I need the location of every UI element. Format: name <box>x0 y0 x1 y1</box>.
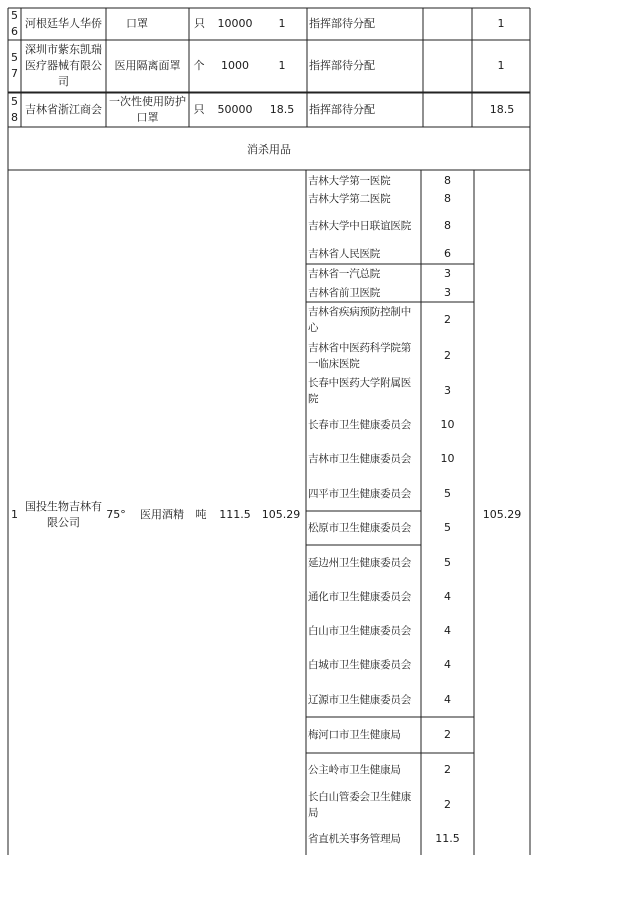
recipient-name: 省直机关事务管理局 <box>308 832 401 845</box>
recipient-qty: 4 <box>444 590 451 603</box>
recipient-name: 吉林大学第一医院 <box>308 175 391 187</box>
unit-cell: 吨 <box>195 508 207 521</box>
recipient-qty: 10 <box>440 452 455 465</box>
total-cell: 1 <box>497 17 505 30</box>
donor-cell: 河根廷华人华侨 <box>25 17 102 30</box>
recipient-name: 吉林大学第二医院 <box>308 193 391 205</box>
recipient-name: 长春中医药大学附属医院 <box>308 377 411 405</box>
recipient-name: 辽源市卫生健康委员会 <box>308 693 411 706</box>
seq-cell: 5 6 <box>11 9 18 38</box>
recipient-qty: 2 <box>444 797 451 811</box>
seq-cell: 1 <box>11 508 18 521</box>
note-cell: 指挥部待分配 <box>309 103 375 116</box>
quantity-cell: 50000 <box>217 103 253 116</box>
recipient-qty: 6 <box>444 247 451 260</box>
item-cell: 医用隔离面罩 <box>114 59 181 72</box>
item-cell <box>106 8 205 40</box>
recipient-qty: 4 <box>444 658 451 671</box>
recipient-qty: 2 <box>444 763 451 776</box>
quantity-cell: 111.5 <box>219 508 251 521</box>
recipient-name: 吉林大学中日联谊医院 <box>308 220 411 232</box>
recipient-qty: 3 <box>444 285 451 299</box>
recipient-name: 吉林省一汽总院 <box>308 267 381 280</box>
recipient-name: 吉林省疾病预防控制中心 <box>308 306 411 334</box>
recipient-name: 吉林市卫生健康委员会 <box>308 453 411 465</box>
donor-cell: 深圳市紫东凯瑞医疗器械有限公司 <box>25 43 102 88</box>
seq-cell: 5 7 <box>11 51 18 80</box>
recipient-name: 吉林省中医药科学院第一临床医院 <box>308 342 411 370</box>
section-title: 消杀用品 <box>247 143 291 156</box>
donor-cell: 吉林省浙江商会 <box>25 103 102 116</box>
note-cell: 指挥部待分配 <box>309 17 375 30</box>
item-cell: 一次性使用防护口罩 <box>109 95 186 124</box>
recipient-qty: 5 <box>444 486 451 500</box>
recipient-name: 梅河口市卫生健康局 <box>308 729 401 741</box>
total-cell: 105.29 <box>482 508 522 521</box>
recipient-name: 长春市卫生健康委员会 <box>308 419 411 431</box>
recipient-qty: 2 <box>444 349 451 362</box>
recipient-name: 松原市卫生健康委员会 <box>308 522 411 534</box>
recipient-qty: 3 <box>444 384 451 397</box>
unit-cell: 只 <box>193 103 205 116</box>
recipient-name: 延边州卫生健康委员会 <box>308 556 411 569</box>
recipient-qty: 4 <box>444 692 451 706</box>
amount-cell: 1 <box>278 17 286 30</box>
item-text: 口罩 <box>126 17 148 30</box>
quantity-cell: 10000 <box>217 17 253 30</box>
recipient-qty: 8 <box>444 174 451 187</box>
recipient-qty: 5 <box>444 555 451 569</box>
recipient-name: 白城市卫生健康委员会 <box>308 659 411 671</box>
recipient-qty: 11.5 <box>435 831 460 845</box>
total-cell: 1 <box>497 59 505 72</box>
recipient-name: 四平市卫生健康委员会 <box>308 487 411 500</box>
recipient-qty: 5 <box>444 521 451 534</box>
recipient-name: 长白山管委会卫生健康局 <box>308 790 411 819</box>
item-cell: 医用酒精 <box>140 508 184 521</box>
amount-cell: 105.29 <box>261 508 301 521</box>
note-cell: 指挥部待分配 <box>309 59 375 72</box>
unit-text: 只 <box>194 17 205 30</box>
amount-cell: 1 <box>278 59 286 72</box>
unit-cell: 个 <box>193 59 205 72</box>
donor-cell: 国投生物吉林有限公司 <box>25 500 102 529</box>
recipient-qty: 4 <box>444 624 451 637</box>
spec-cell: 75° <box>106 508 126 521</box>
recipient-name: 吉林省前卫医院 <box>308 286 381 299</box>
recipient-qty: 10 <box>440 418 455 431</box>
quantity-cell: 1000 <box>221 59 249 72</box>
recipient-name: 吉林省人民医院 <box>308 248 381 260</box>
recipient-name: 白山市卫生健康委员会 <box>308 625 411 637</box>
amount-cell: 18.5 <box>269 103 295 116</box>
recipient-qty: 8 <box>444 219 451 232</box>
recipient-qty: 3 <box>444 266 451 280</box>
recipient-name: 通化市卫生健康委员会 <box>308 591 411 603</box>
recipient-qty: 8 <box>444 192 451 205</box>
seq-cell: 5 8 <box>11 95 18 124</box>
recipient-qty: 2 <box>444 313 451 326</box>
recipient-name: 公主岭市卫生健康局 <box>308 764 401 776</box>
recipient-qty-cell: 18.5 <box>489 103 515 116</box>
recipient-qty: 2 <box>444 728 451 741</box>
